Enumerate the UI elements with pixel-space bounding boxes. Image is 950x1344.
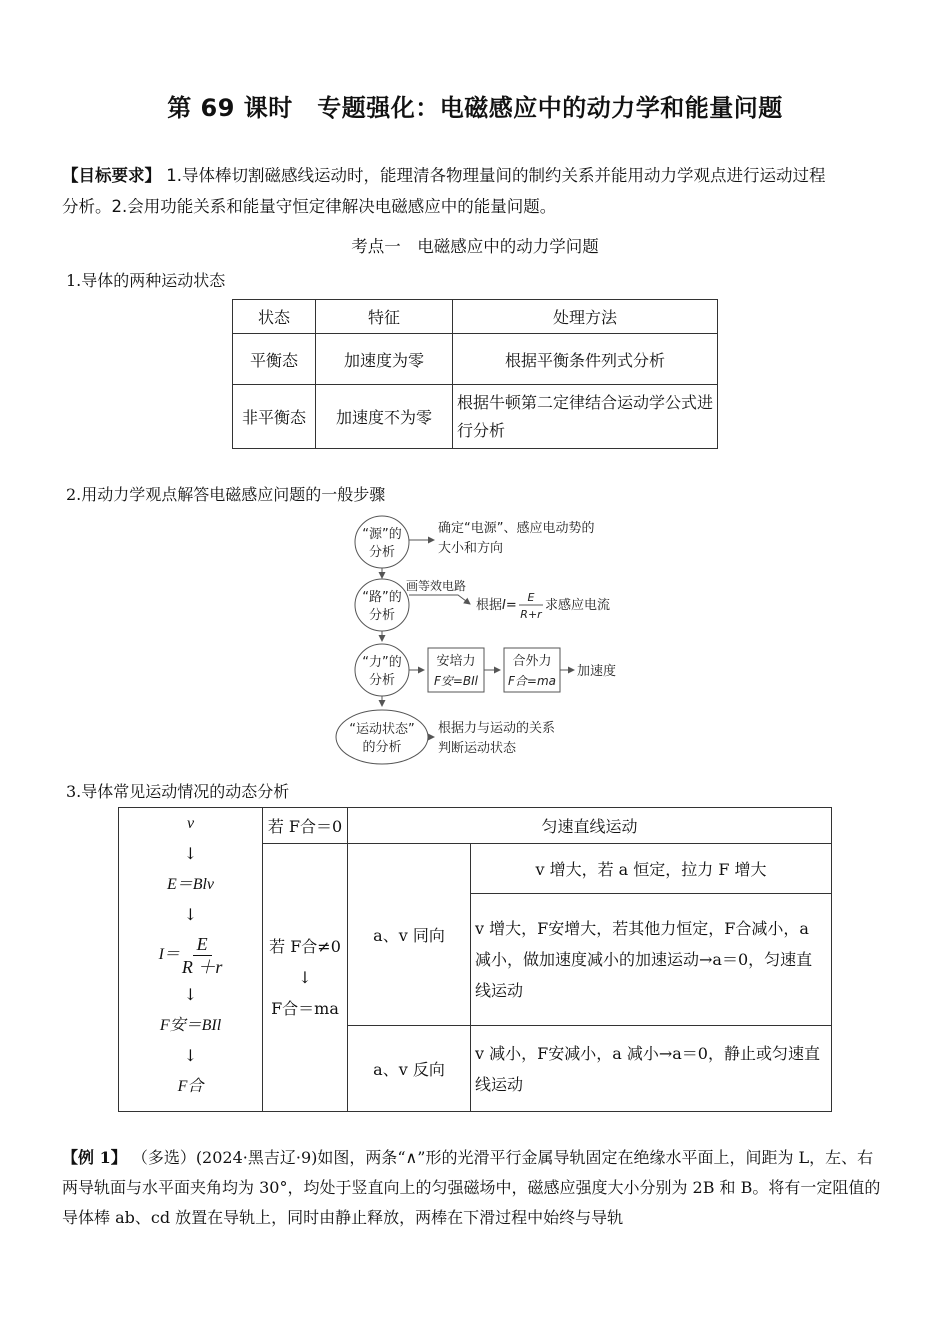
flow-c1-line2: 分析 <box>368 545 396 560</box>
flow-c2-line2: 分析 <box>368 608 396 623</box>
flow-c4-line2: 的分析 <box>362 740 402 755</box>
chain-fhe: F合 <box>177 1078 204 1095</box>
flow-c2-arrow-label: 画等效电路 <box>406 579 467 593</box>
dynamic-analysis-table <box>118 807 832 1112</box>
table-header: 特征 <box>316 300 453 334</box>
table-cell: 根据牛顿第二定律结合运动学公式进行分析 <box>453 385 718 449</box>
table-header: 处理方法 <box>453 300 718 334</box>
table-cell-nonzero <box>263 844 348 1112</box>
table-row <box>119 808 832 844</box>
flow-box1-line1: 安培力 <box>436 654 476 669</box>
table-cell-chain <box>119 808 263 1112</box>
heading-1: 1.导体的两种运动状态 <box>66 271 226 290</box>
table-cell: a、v 同向 <box>348 844 471 1026</box>
table-cell: v 减小，F安减小，a 减小→a＝0，静止或匀速直线运动 <box>471 1026 832 1112</box>
table-row <box>233 334 718 385</box>
flow-box2-line2: F合=ma <box>507 674 557 688</box>
chain-fan: F安＝BIl <box>159 1017 222 1034</box>
flow-box2-line1: 合外力 <box>512 654 552 669</box>
example-1 <box>62 1143 882 1233</box>
table-cell: 加速度不为零 <box>316 385 453 449</box>
table-cell: 匀速直线运动 <box>348 808 832 844</box>
table-cell: 非平衡态 <box>233 385 316 449</box>
chain-i <box>119 930 262 980</box>
down-arrow-icon: ↓ <box>183 844 198 863</box>
flow-c2-num: E <box>527 591 535 604</box>
table-cell: v 增大，若 a 恒定，拉力 F 增大 <box>471 844 832 894</box>
flow-c2-post: 求感应电流 <box>545 598 611 613</box>
flow-c3-line2: 分析 <box>368 673 396 688</box>
goal-label: 【目标要求】 <box>62 166 161 185</box>
table-row <box>233 385 718 449</box>
table-row <box>233 300 718 334</box>
flow-circle-motion <box>336 710 428 764</box>
flow-c1-text1: 确定“电源”、感应电动势的 <box>438 521 595 536</box>
flow-circle-source <box>355 516 409 568</box>
flow-c4-line1: “运动状态” <box>349 722 415 737</box>
flow-c3-line1: “力”的 <box>362 655 402 670</box>
flow-c1-line1: “源”的 <box>362 527 402 542</box>
flow-c4-text2: 判断运动状态 <box>438 741 517 756</box>
heading-2: 2.用动力学观点解答电磁感应问题的一般步骤 <box>66 485 386 504</box>
flowchart <box>330 510 630 772</box>
goal-paragraph <box>62 160 882 222</box>
example-text: （多选）(2024·黑吉辽·9)如图，两条“∧”形的光滑平行金属导轨固定在绝缘水平面上，间距为 L，左、右两导轨面与水平面夹角均为 30°，均处于竖直向上的匀强磁场中，磁感应强度大小分别为 2B 和 B。将有一定阻值的导体棒 ab、cd 放置在导轨上，同时由静止释放，两棒在下滑过程中始终与导轨 <box>62 1148 881 1227</box>
table-header: 状态 <box>233 300 316 334</box>
flow-box1-line2: F安=BIl <box>433 674 479 688</box>
table-cell: 加速度为零 <box>316 334 453 385</box>
chain-v: v <box>186 815 195 832</box>
flow-circle-force <box>355 644 409 696</box>
cond-nonzero: 若 F合≠0 <box>269 937 341 956</box>
table-cell: 平衡态 <box>233 334 316 385</box>
flow-c2-I: I= <box>502 598 517 613</box>
chain-i-label: I＝ <box>158 946 180 963</box>
down-arrow-icon: ↓ <box>298 968 312 987</box>
heading-3: 3.导体常见运动情况的动态分析 <box>66 782 290 801</box>
down-arrow-icon: ↓ <box>183 905 198 924</box>
motion-state-table <box>232 299 718 449</box>
flow-c1-text2: 大小和方向 <box>438 541 504 556</box>
table-cell: a、v 反向 <box>348 1026 471 1112</box>
down-arrow-icon: ↓ <box>183 985 198 1004</box>
flow-c3-text: 加速度 <box>577 664 617 679</box>
flow-c4-text1: 根据力与运动的关系 <box>438 721 556 736</box>
table-cell: 根据平衡条件列式分析 <box>453 334 718 385</box>
table-cell: 若 F合＝0 <box>263 808 348 844</box>
flow-c2-den: R+r <box>520 608 542 621</box>
page-title: 第 69 课时 专题强化：电磁感应中的动力学和能量问题 <box>167 94 783 122</box>
down-arrow-icon: ↓ <box>183 1046 198 1065</box>
chain-e: E＝Blv <box>166 876 215 893</box>
cond-eq: F合＝ma <box>271 999 339 1018</box>
table-cell: v 增大，F安增大，若其他力恒定，F合减小，a 减小，做加速度减小的加速运动→a＝0，匀速直线运动 <box>471 894 832 1026</box>
goal-text-2: 分析。2.会用功能关系和能量守恒定律解决电磁感应中的能量问题。 <box>62 197 557 216</box>
goal-text-1: 1.导体棒切割磁感线运动时，能理清各物理量间的制约关系并能用动力学观点进行运动过程 <box>166 166 826 185</box>
flow-c2-line1: “路”的 <box>362 590 402 605</box>
flow-circle-circuit <box>355 579 409 631</box>
chain-i-den: R ＋r <box>181 956 223 977</box>
example-label: 【例 1】 <box>62 1148 127 1167</box>
section-title: 考点一 电磁感应中的动力学问题 <box>351 237 599 256</box>
flow-c2-pre: 根据 <box>476 598 503 613</box>
chain-i-num: E <box>193 933 212 956</box>
